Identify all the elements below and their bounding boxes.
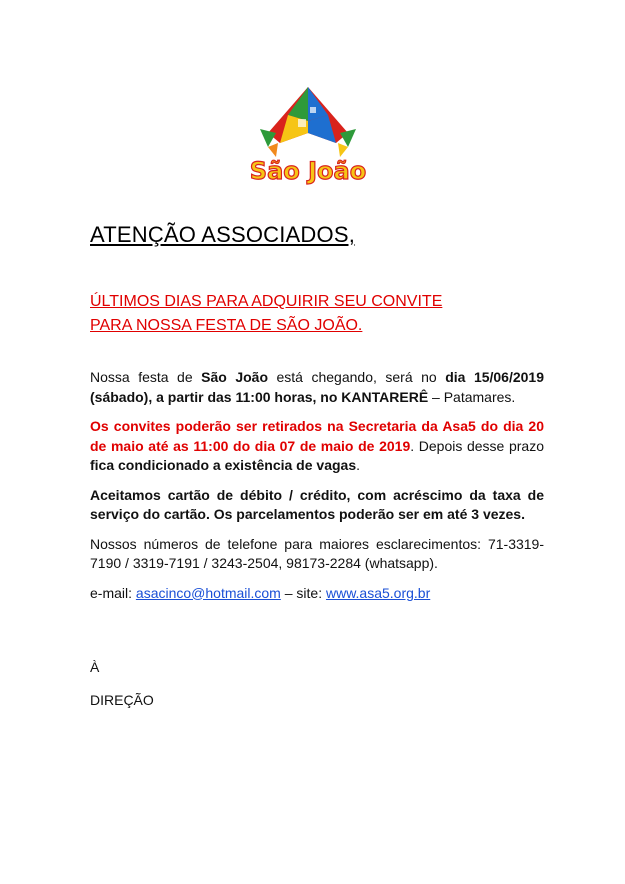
phone-paragraph: Nossos números de telefone para maiores esclarecimentos: 71-3319-7190 / 3319-7191 / 3243-2504, 98173-2284 (whatsapp).: [90, 535, 544, 571]
text-segment: – Patamares.: [428, 388, 516, 405]
invitation-pickup-paragraph: [90, 417, 544, 476]
red-highlight-segment: Os convites poderão ser retirados na Secretaria da Asa5 do dia 20 de maio até as 11:00 do dia 07 de maio de 2019: [90, 418, 544, 454]
sao-joao-logo: [238, 85, 378, 190]
email-label: e-mail:: [90, 584, 136, 601]
subheading-line-2: PARA NOSSA FESTA DE SÃO JOÃO.: [90, 317, 363, 334]
closing-signature: [90, 657, 154, 723]
closing-line-2: DIREÇÃO: [90, 692, 154, 708]
closing-line-1: À: [90, 659, 100, 675]
body-content: [90, 368, 544, 613]
text-segment: . Depois desse prazo: [410, 437, 544, 454]
bold-segment: fica condicionado a existência de vagas: [90, 457, 357, 473]
svg-text:São João: São João: [249, 157, 367, 185]
bold-segment: São João: [201, 369, 268, 385]
text-segment: Nossa festa de: [90, 369, 202, 385]
contact-paragraph: [90, 584, 544, 604]
bold-segment: dia 15/06/2019 (sábado), a partir das 11:00 horas, no KANTARERÊ: [90, 369, 545, 405]
announcement-subheading: [90, 290, 550, 338]
subheading-line-1: ÚLTIMOS DIAS PARA ADQUIRIR SEU CONVITE: [90, 293, 443, 310]
event-date-paragraph: [90, 368, 544, 407]
website-link[interactable]: www.asa5.org.br: [325, 584, 431, 601]
text-segment: está chegando, será no: [268, 369, 446, 385]
payment-paragraph: Aceitamos cartão de débito / crédito, com acréscimo da taxa de serviço do cartão. Os parcelamentos poderão ser em até 3 vezes.: [90, 486, 544, 522]
site-label: – site:: [280, 584, 326, 601]
page-heading: ATENÇÃO ASSOCIADOS,: [90, 222, 356, 247]
festival-logo-icon: [238, 85, 378, 190]
email-link[interactable]: asacinco@hotmail.com: [135, 584, 281, 601]
text-segment: .: [356, 457, 360, 473]
